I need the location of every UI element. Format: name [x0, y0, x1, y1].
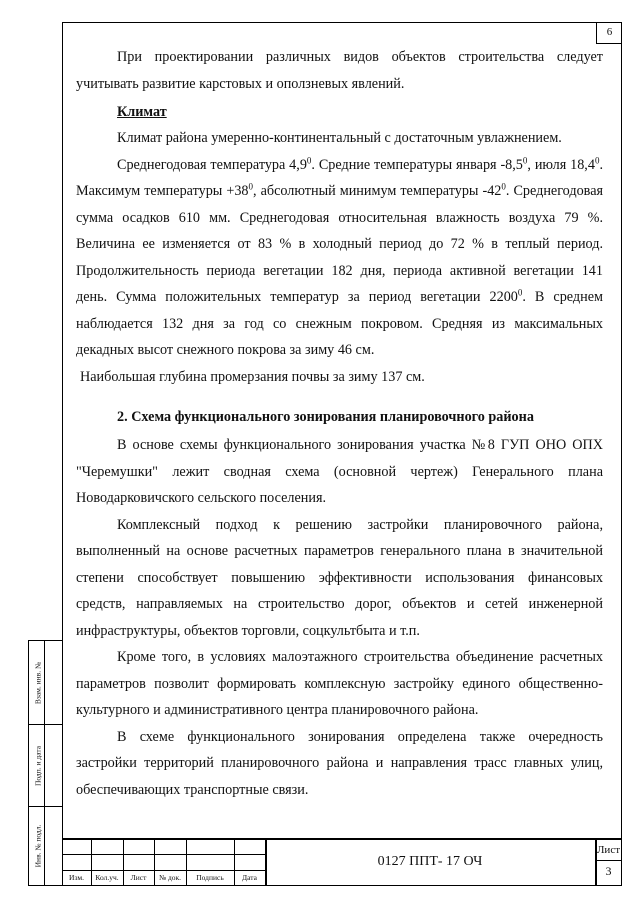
page-number: 6	[596, 22, 622, 44]
document-code: 0127 ППТ- 17 ОЧ	[377, 854, 483, 869]
paragraph-karst: При проектировании различных видов объектов строительства следует учитывать развитие карстовых и оползневых явлений.	[76, 49, 603, 92]
climate-heading: Климат	[117, 104, 167, 120]
side-label-inv-replace: Взам. инв. №	[33, 661, 42, 704]
col-doc-no: № док.	[158, 873, 182, 882]
col-kol-uch: Кол.уч.	[95, 873, 119, 882]
side-label-inv-orig: Инв. № подл.	[33, 824, 42, 868]
section-2-title: 2. Схема функционального зонирования планировочного района	[117, 409, 534, 425]
document-body	[76, 44, 603, 803]
paragraph-frost-depth: Наибольшая глубина промерзания почвы за зиму 137 см.	[80, 368, 425, 385]
side-cell-inv-replace	[29, 641, 62, 725]
paragraph-low-rise: Кроме того, в условиях малоэтажного строительства объединение расчетных параметров позволит формировать комплексную застройку единого общественно-культурного и административного центра планировочного района.	[76, 649, 603, 718]
sheet-number: 3	[605, 864, 612, 878]
side-stamp	[28, 640, 62, 886]
title-block	[62, 838, 622, 886]
paragraph-sequence: В схеме функционального зонирования определена также очередность застройки территорий планировочного района и направления трасс главных улиц, обеспечивающих транспортные связи.	[76, 728, 603, 798]
paragraph-climate-type: Климат района умеренно-континентальный с достаточным увлажнением.	[117, 130, 562, 146]
col-list: Лист	[130, 873, 147, 882]
paragraph-complex-approach: Комплексный подход к решению застройки планировочного района, выполненный на основе расчетных параметров генерального плана в значительной степени способствует повышению эффективности использования финансовых средств, направляемых на строительство дорог, объектов и сетей инженерной инфраструктуры, объектов торговли, соцкультбыта и т.п.	[76, 516, 603, 639]
paragraph-temperatures: Среднегодовая температура $4,9^0$. Средние температуры января $-8,5^0$, июля 18,4$^0$. Максимум температуры $+38^0$, абсолютный минимум температуры $-42^0$. Среднегодовая сумма осадков 610 мм. Среднегодовая относительная влажность воздуха 79 %. Величина ее изменяется от 83 % в холодный период до 72 % в теплый период. Продолжительность периода вегетации 182 дня, периода активной вегетации 141 день. Сумма положительных температур за период вегетации 2200$^0$. В среднем наблюдается 132 дня за год со снежным покровом. Средняя из максимальных декадных высот снежного покрова за зиму 46 см.	[76, 154, 604, 358]
col-izm: Изм.	[69, 873, 84, 882]
col-date: Дата	[242, 873, 257, 882]
sheet-label: Лист	[596, 844, 621, 856]
side-cell-inv-orig	[29, 807, 62, 885]
paragraph-scheme-basis: В основе схемы функционального зонирования участка №8 ГУП ОНО ОПХ "Черемушки" лежит сводная схема (основной чертеж) Генерального плана Новодарковичского сельского поселения.	[76, 437, 603, 506]
col-signature: Подпись	[196, 873, 224, 882]
side-cell-sign-date	[29, 725, 62, 807]
side-label-sign-date: Подп. и дата	[33, 745, 42, 786]
